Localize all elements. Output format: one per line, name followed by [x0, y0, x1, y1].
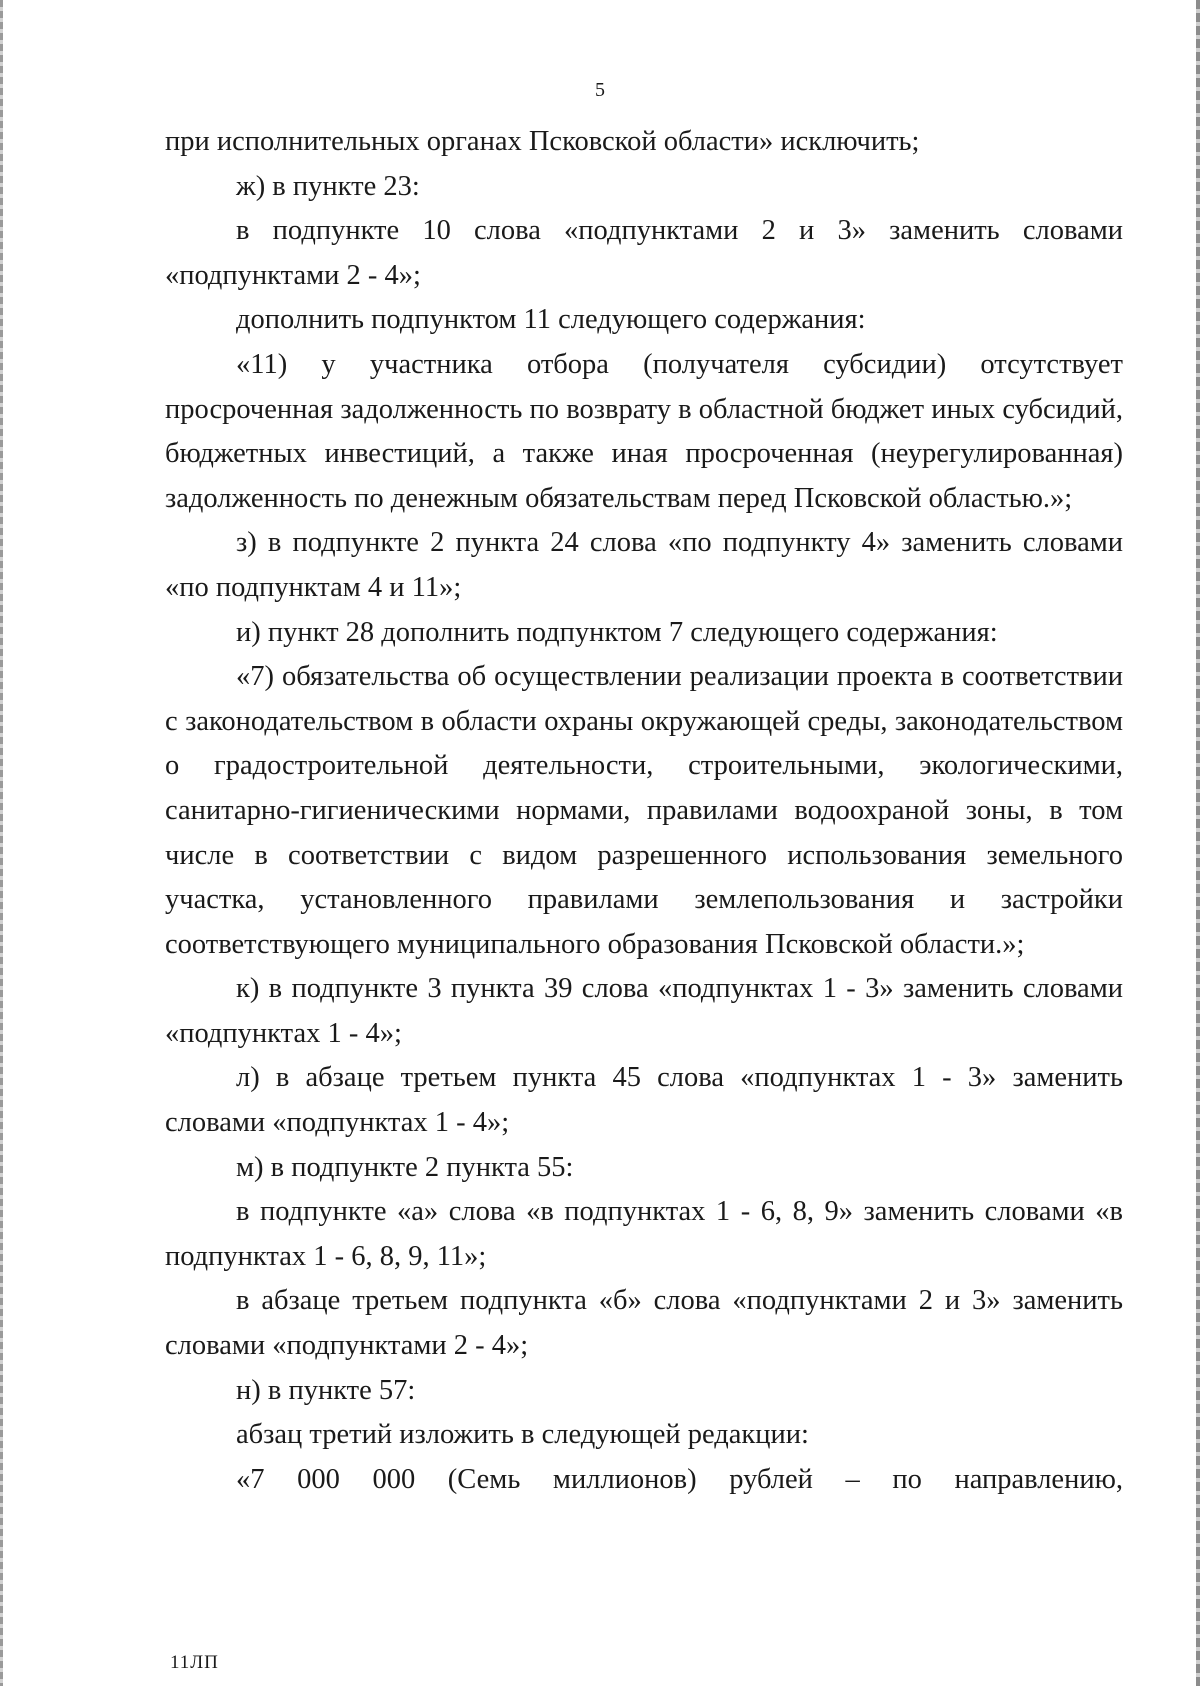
- paragraph: м) в подпункте 2 пункта 55:: [236, 1151, 574, 1183]
- paragraph: и) пункт 28 дополнить подпунктом 7 следующего содержания:: [236, 616, 998, 648]
- paragraph: абзац третий изложить в следующей редакции:: [236, 1419, 809, 1451]
- paragraph: дополнить подпунктом 11 следующего содержания:: [236, 304, 866, 336]
- paragraph: «7) обязательства об осуществлении реализации проекта в соответствии с законодательством в области охраны окружающей среды, законодательством о градостроительной деятельности, строительными, экологическими, санитарно-гигиеническими нормами, правилами водоохраной зоны, в том числе в соответствии с видом разрешенного использования земельного участка, установленного правилами землепользования и застройки соответствующего муниципального образования Псковской области.»;: [165, 661, 1123, 960]
- paragraph: в подпункте 10 слова «подпунктами 2 и 3» заменить словами «подпунктами 2 - 4»;: [165, 215, 1123, 291]
- page-number: 5: [595, 79, 605, 101]
- paragraph: «7 000 000 (Семь миллионов) рублей – по направлению,: [236, 1463, 1123, 1495]
- paragraph: ж) в пункте 23:: [236, 170, 420, 202]
- paragraph: «11) у участника отбора (получателя субсидии) отсутствует просроченная задолженность по возврату в областной бюджет иных субсидий, бюджетных инвестиций, а также иная просроченная (неурегулированная) задолженность по денежным обязательствам перед Псковской областью.»;: [165, 348, 1123, 514]
- paragraph: з) в подпункте 2 пункта 24 слова «по подпункту 4» заменить словами «по подпунктам 4 и 11»;: [165, 527, 1123, 603]
- paragraph: в абзаце третьем подпункта «б» слова «подпунктами 2 и 3» заменить словами «подпунктами 2 - 4»;: [165, 1285, 1123, 1362]
- document-body: [165, 120, 1123, 1502]
- paragraph: в подпункте «а» слова «в подпунктах 1 - 6, 8, 9» заменить словами «в подпунктах 1 - 6, 8, 9, 11»;: [165, 1196, 1123, 1272]
- paragraph: к) в подпункте 3 пункта 39 слова «подпунктах 1 - 3» заменить словами «подпунктах 1 - 4»;: [165, 973, 1123, 1049]
- paragraph: н) в пункте 57:: [236, 1374, 416, 1406]
- scan-edge-right: [1196, 0, 1200, 1686]
- scan-edge-left: [0, 0, 3, 1686]
- paragraph: л) в абзаце третьем пункта 45 слова «подпунктах 1 - 3» заменить словами «подпунктах 1 - 4»;: [165, 1062, 1123, 1139]
- paragraph: при исполнительных органах Псковской области» исключить;: [165, 126, 920, 157]
- footer-document-code: 11ЛП: [170, 1652, 219, 1673]
